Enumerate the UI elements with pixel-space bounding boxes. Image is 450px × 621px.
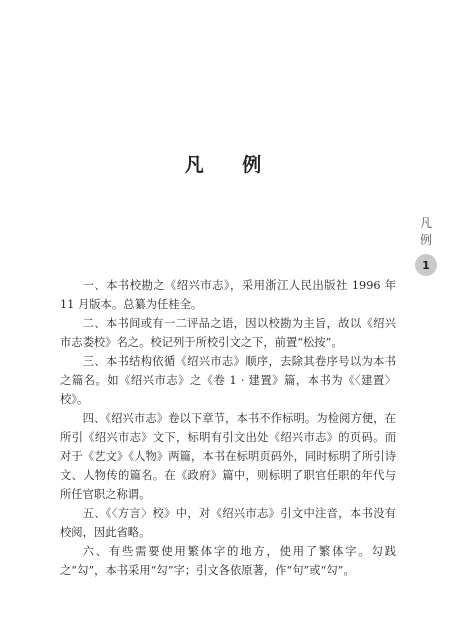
paragraph-4: 四、《绍兴市志》卷以下章节，本书不作标明。为检阅方便，在所引《绍兴市志》文下，标明有引文出处《绍兴市志》的页码。而对于《艺文》《人物》两篇，本书在标明页码外，同时标明了所引诗文、人物传的篇名。在《政府》篇中，则标明了职官任职的年代与所任官职之称谓。: [60, 412, 396, 501]
paragraph-1: 一、本书校勘之《绍兴市志》，采用浙江人民出版社 1996 年 11 月版本。总纂为任桂全。: [60, 279, 396, 311]
paragraph-3: 三、本书结构依循《绍兴市志》顺序，去除其卷序号以为本书之篇名。如《绍兴市志》之《卷 1 · 建置》篇，本书为《〈建置〉校》。: [60, 355, 396, 406]
side-chapter-label: 凡例: [419, 216, 432, 247]
body-text: [60, 276, 396, 580]
page-title: 凡 例: [184, 154, 278, 176]
side-chapter-tab: [402, 215, 450, 276]
page-number-badge: 1: [415, 254, 437, 276]
paragraph-6: 六、有些需要使用繁体字的地方，使用了繁体字。勾践之“勾”，本书采用“勾”字；引文各依原著，作“句”或“勾”。: [60, 545, 396, 577]
paragraph-2: 二、本书间或有一二评品之语，因以校勘为主旨，故以《绍兴市志娄校》名之。校记列于所校引文之下，前置“松按”。: [60, 317, 396, 349]
paragraph-5: 五、《〈方言〉校》中，对《绍兴市志》引文中注音，本书没有校阅，因此省略。: [60, 507, 396, 539]
